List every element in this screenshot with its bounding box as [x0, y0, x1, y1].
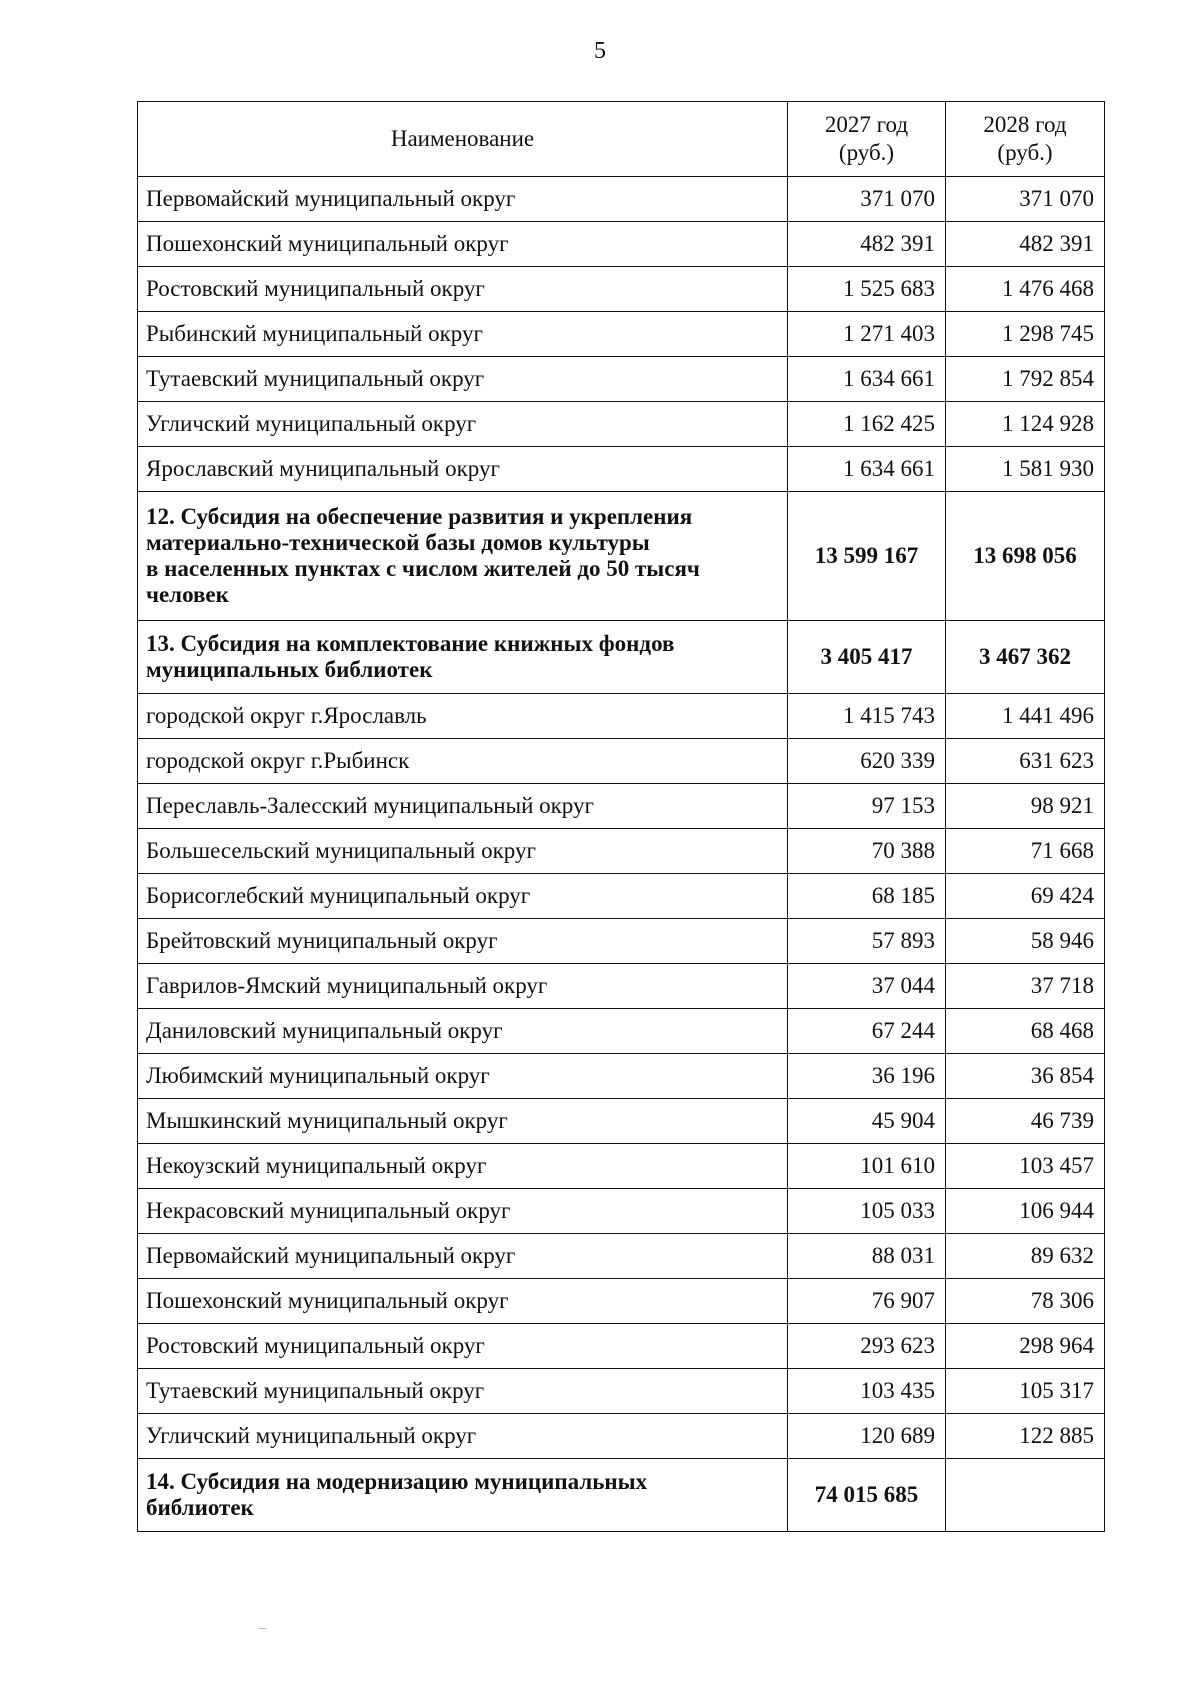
section-12-value-2028: 13 698 056: [946, 492, 1105, 621]
table-row: [138, 874, 1105, 919]
header-2027: 2027 год (руб.): [788, 102, 946, 177]
row-value-2027: 68 185: [788, 874, 946, 919]
row-value-2027: 45 904: [788, 1099, 946, 1144]
row-value-2027: 1 525 683: [788, 267, 946, 312]
header-2028: 2028 год (руб.): [946, 102, 1105, 177]
row-name: Брейтовский муниципальный округ: [138, 919, 788, 964]
header-name: Наименование: [138, 102, 788, 177]
row-value-2028: 1 298 745: [946, 312, 1105, 357]
row-value-2027: 57 893: [788, 919, 946, 964]
row-value-2028: 98 921: [946, 784, 1105, 829]
table-row: [138, 1054, 1105, 1099]
section-13-value-2028: 3 467 362: [946, 621, 1105, 694]
row-name: Ростовский муниципальный округ: [138, 1324, 788, 1369]
row-name: Борисоглебский муниципальный округ: [138, 874, 788, 919]
row-value-2027: 371 070: [788, 177, 946, 222]
row-name: Любимский муниципальный округ: [138, 1054, 788, 1099]
row-value-2028: 1 476 468: [946, 267, 1105, 312]
row-name: Переславль-Залесский муниципальный округ: [138, 784, 788, 829]
row-value-2027: 482 391: [788, 222, 946, 267]
row-value-2028: 1 581 930: [946, 447, 1105, 492]
table-row: [138, 1414, 1105, 1459]
row-value-2028: 106 944: [946, 1189, 1105, 1234]
row-name: Тутаевский муниципальный округ: [138, 1369, 788, 1414]
table-row: [138, 919, 1105, 964]
row-value-2028: 631 623: [946, 739, 1105, 784]
table-row: [138, 1099, 1105, 1144]
table-row: [138, 829, 1105, 874]
row-value-2028: 1 792 854: [946, 357, 1105, 402]
row-name: Ростовский муниципальный округ: [138, 267, 788, 312]
row-value-2027: 1 415 743: [788, 694, 946, 739]
row-value-2028: 482 391: [946, 222, 1105, 267]
table-row: [138, 694, 1105, 739]
row-value-2028: 122 885: [946, 1414, 1105, 1459]
table-row: [138, 357, 1105, 402]
section-14-title: 14. Субсидия на модернизацию муниципальных библиотек: [138, 1459, 788, 1532]
table-row: [138, 1144, 1105, 1189]
table-row: [138, 1279, 1105, 1324]
section-12-title: 12. Субсидия на обеспечение развития и укрепления материально-технической базы домов культуры в населенных пунктах с числом жителей до 50 тысяч человек: [138, 492, 788, 621]
row-name: Некрасовский муниципальный округ: [138, 1189, 788, 1234]
row-value-2027: 1 162 425: [788, 402, 946, 447]
row-value-2027: 88 031: [788, 1234, 946, 1279]
row-name: Гаврилов-Ямский муниципальный округ: [138, 964, 788, 1009]
row-value-2027: 97 153: [788, 784, 946, 829]
table-row: [138, 177, 1105, 222]
row-value-2027: 620 339: [788, 739, 946, 784]
row-name: Пошехонский муниципальный округ: [138, 222, 788, 267]
row-value-2027: 1 634 661: [788, 357, 946, 402]
table-row: [138, 739, 1105, 784]
row-value-2028: 1 441 496: [946, 694, 1105, 739]
row-value-2027: 1 271 403: [788, 312, 946, 357]
row-name: городской округ г.Рыбинск: [138, 739, 788, 784]
row-name: Тутаевский муниципальный округ: [138, 357, 788, 402]
row-name: Некоузский муниципальный округ: [138, 1144, 788, 1189]
row-name: Угличский муниципальный округ: [138, 402, 788, 447]
section-14-value-2028: [946, 1459, 1105, 1532]
row-value-2027: 120 689: [788, 1414, 946, 1459]
row-value-2028: 69 424: [946, 874, 1105, 919]
row-value-2028: 78 306: [946, 1279, 1105, 1324]
row-name: Большесельский муниципальный округ: [138, 829, 788, 874]
row-name: Первомайский муниципальный округ: [138, 1234, 788, 1279]
table-row: [138, 964, 1105, 1009]
row-value-2027: 70 388: [788, 829, 946, 874]
table-header-row: [138, 102, 1105, 177]
table-row: [138, 784, 1105, 829]
table-row: [138, 222, 1105, 267]
row-name: Даниловский муниципальный округ: [138, 1009, 788, 1054]
row-name: городской округ г.Ярославль: [138, 694, 788, 739]
row-value-2027: 76 907: [788, 1279, 946, 1324]
row-value-2027: 67 244: [788, 1009, 946, 1054]
section-14-row: [138, 1459, 1105, 1532]
table-row: [138, 447, 1105, 492]
row-value-2027: 293 623: [788, 1324, 946, 1369]
row-name: Угличский муниципальный округ: [138, 1414, 788, 1459]
row-name: Мышкинский муниципальный округ: [138, 1099, 788, 1144]
table-row: [138, 1234, 1105, 1279]
row-value-2028: 371 070: [946, 177, 1105, 222]
row-value-2028: 68 468: [946, 1009, 1105, 1054]
row-value-2028: 46 739: [946, 1099, 1105, 1144]
table-row: [138, 312, 1105, 357]
table-row: [138, 1009, 1105, 1054]
row-name: Первомайский муниципальный округ: [138, 177, 788, 222]
row-value-2028: 89 632: [946, 1234, 1105, 1279]
section-13-value-2027: 3 405 417: [788, 621, 946, 694]
row-value-2028: 1 124 928: [946, 402, 1105, 447]
section-13-title: 13. Субсидия на комплектование книжных фондов муниципальных библиотек: [138, 621, 788, 694]
row-value-2027: 101 610: [788, 1144, 946, 1189]
row-value-2028: 37 718: [946, 964, 1105, 1009]
row-value-2028: 103 457: [946, 1144, 1105, 1189]
row-value-2027: 1 634 661: [788, 447, 946, 492]
row-value-2028: 36 854: [946, 1054, 1105, 1099]
page-number: 5: [594, 38, 606, 64]
table-row: [138, 1324, 1105, 1369]
row-value-2028: 58 946: [946, 919, 1105, 964]
section-13-row: [138, 621, 1105, 694]
subsidy-table-container: [137, 101, 1104, 1532]
section-12-value-2027: 13 599 167: [788, 492, 946, 621]
table-row: [138, 402, 1105, 447]
row-value-2027: 103 435: [788, 1369, 946, 1414]
section-14-value-2027: 74 015 685: [788, 1459, 946, 1532]
table-row: [138, 1369, 1105, 1414]
section-12-row: [138, 492, 1105, 621]
row-value-2027: 105 033: [788, 1189, 946, 1234]
row-name: Рыбинский муниципальный округ: [138, 312, 788, 357]
subsidy-table: [137, 101, 1105, 1532]
row-name: Пошехонский муниципальный округ: [138, 1279, 788, 1324]
row-value-2028: 105 317: [946, 1369, 1105, 1414]
row-value-2027: 36 196: [788, 1054, 946, 1099]
row-name: Ярославский муниципальный округ: [138, 447, 788, 492]
row-value-2028: 298 964: [946, 1324, 1105, 1369]
row-value-2027: 37 044: [788, 964, 946, 1009]
table-row: [138, 267, 1105, 312]
row-value-2028: 71 668: [946, 829, 1105, 874]
table-row: [138, 1189, 1105, 1234]
scan-speck: [258, 1628, 266, 1629]
